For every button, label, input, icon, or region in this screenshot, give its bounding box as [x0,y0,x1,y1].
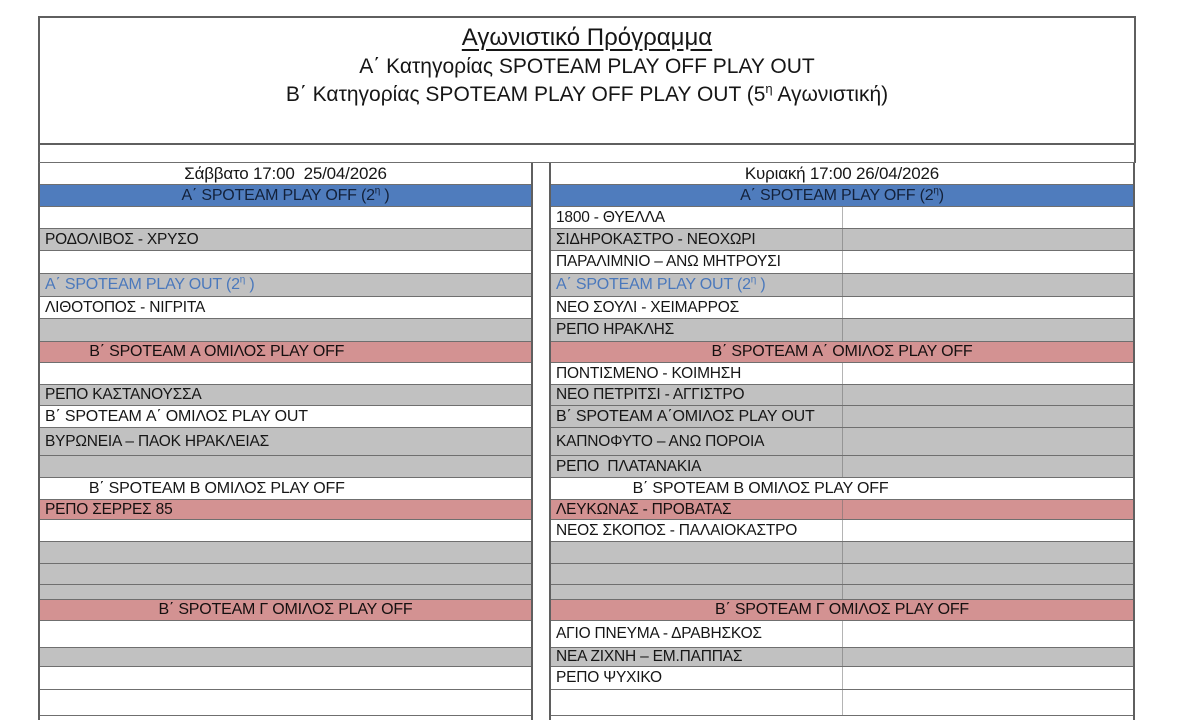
row-text: ΒΥΡΩΝΕΙΑ – ΠΑΟΚ ΗΡΑΚΛΕΙΑΣ [45,432,270,450]
row-text: ΑΓΙΟ ΠΝΕΥΜΑ - ΔΡΑΒΗΣΚΟΣ [556,625,762,642]
empty-row [40,542,531,564]
row-text: ΡΕΠΟ ΠΛΑΤΑΝΑΚΙΑ [556,457,702,475]
section-header-row [551,342,1133,363]
row-text: ΠΟΝΤΙΣΜΕΝΟ - ΚΟΙΜΗΣΗ [556,364,742,382]
date-header-row [551,163,1133,185]
section-header-row [551,500,1133,520]
section-header-row [551,406,1133,428]
row-text: ΝΕΟ ΠΕΤΡΙΤΣΙ - ΑΓΓΙΣΤΡΟ [556,386,745,403]
saturday-fixtures-table [38,163,533,720]
row-text: 1800 - ΘΥΕΛΛΑ [556,208,665,226]
fixture-row [551,229,1133,251]
empty-row [40,456,531,478]
section-header-row [40,406,531,428]
row-text: Β΄ SPOTEAM Α΄ ΟΜΙΛΟΣ PLAY OUT [45,407,308,425]
subtitle-a-category: Α΄ Κατηγορίας SPOTEAM PLAY OFF PLAY OUT [359,55,815,78]
row-text: ΛΕΥΚΩΝΑΣ - ΠΡΟΒΑΤΑΣ [556,500,732,518]
section-header-row [40,274,531,297]
fixture-row [551,456,1133,478]
fixture-row [551,428,1133,456]
empty-row [551,542,1133,564]
empty-row [551,690,1133,716]
empty-row [551,564,1133,585]
row-text: Σάββατο 17:00 25/04/2026 [184,163,387,183]
row-text: Β΄ SPOTEAM Β ΟΜΙΛΟΣ PLAY OFF [88,479,345,497]
fixture-row [40,428,531,456]
fixture-row [551,297,1133,319]
fixture-row [551,621,1133,648]
fixture-row [40,297,531,319]
page-title: Αγωνιστικό Πρόγραμμα [461,24,713,51]
row-text: Β΄ SPOTEAM Γ ΟΜΙΛΟΣ PLAY OFF [158,601,413,618]
fixture-row [551,648,1133,667]
subtitle-b-category: Β΄ Κατηγορίας SPOTEAM PLAY OFF PLAY OUT ($5^\eta$ Αγωνιστική) [285,81,889,106]
fixture-row [551,385,1133,406]
row-text: ΣΙΔΗΡΟΚΑΣΤΡΟ - ΝΕΟΧΩΡΙ [556,230,756,248]
section-header-row [40,342,531,363]
empty-row [40,564,531,585]
row-text: Β΄ SPOTEAM Α΄ΟΜΙΛΟΣ PLAY OUT [556,407,815,425]
row-text: Β΄ SPOTEAM Α΄ ΟΜΙΛΟΣ PLAY OFF [711,343,973,360]
empty-row [40,648,531,667]
row-text: ΛΙΘΟΤΟΠΟΣ - ΝΙΓΡΙΤΑ [45,298,206,316]
section-header-row [40,478,531,500]
date-header-row [40,163,531,185]
row-text: Β΄ SPOTEAM Β ΟΜΙΛΟΣ PLAY OFF [632,479,889,497]
title-box [38,16,1136,145]
empty-row [551,585,1133,600]
row-text: Β΄ SPOTEAM Γ ΟΜΙΛΟΣ PLAY OFF [714,601,969,618]
section-header-row [551,600,1133,621]
fixture-row [551,363,1133,385]
fixture-row [551,319,1133,342]
empty-row [40,363,531,385]
empty-row [40,520,531,542]
fixture-row [551,251,1133,274]
row-text: Β΄ SPOTEAM Α ΟΜΙΛΟΣ PLAY OFF [89,343,345,360]
fixture-row [551,207,1133,229]
fixture-row [40,385,531,406]
row-text: Α΄ SPOTEAM PLAY OFF ($2^\eta$ ) [181,185,390,204]
empty-row [40,319,531,342]
fixture-row [551,667,1133,690]
row-text: ΡΕΠΟ ΣΕΡΡΕΣ 85 [45,500,173,518]
row-text: ΠΑΡΑΛΙΜΝΙΟ – ΑΝΩ ΜΗΤΡΟΥΣΙ [556,253,781,270]
section-header-row [40,500,531,520]
row-text: ΝΕΟ ΣΟΥΛΙ - ΧΕΙΜΑΡΡΟΣ [556,298,740,316]
row-text: Α΄ SPOTEAM PLAY OUT ($2^\eta$ ) [45,274,255,293]
empty-row [40,621,531,648]
fixture-row [551,520,1133,542]
empty-row [40,667,531,690]
section-header-row [551,185,1133,207]
section-header-row [551,274,1133,297]
title-spacer-row [38,145,1136,163]
sunday-fixtures-table [549,163,1135,720]
empty-row [40,207,531,229]
section-header-row [551,478,1133,500]
empty-row [40,251,531,274]
row-text: ΚΑΠΝΟΦΥΤΟ – ΑΝΩ ΠΟΡΟΙΑ [556,432,765,450]
section-header-row [40,600,531,621]
empty-row [40,690,531,716]
row-text: ΡΕΠΟ ΗΡΑΚΛΗΣ [556,321,675,338]
fixture-row [40,229,531,251]
row-text: ΡΕΠΟ ΨΥΧΙΚΟ [556,669,662,686]
row-text: ΡΕΠΟ ΚΑΣΤΑΝΟΥΣΣΑ [45,386,202,403]
row-text: Α΄ SPOTEAM PLAY OFF $(2^\eta)$ [740,185,944,204]
row-text: Κυριακή 17:00 26/04/2026 [744,163,940,183]
row-text: ΝΕΟΣ ΣΚΟΠΟΣ - ΠΑΛΑΙΟΚΑΣΤΡΟ [556,521,798,539]
row-text: ΡΟΔΟΛΙΒΟΣ - ΧΡΥΣΟ [45,230,199,248]
empty-row [40,585,531,600]
section-header-row [40,185,531,207]
row-text: Α΄ SPOTEAM PLAY OUT ($2^\eta$ ) [556,274,766,293]
row-text: ΝΕΑ ΖΙΧΝΗ – ΕΜ.ΠΑΠΠΑΣ [556,648,743,665]
